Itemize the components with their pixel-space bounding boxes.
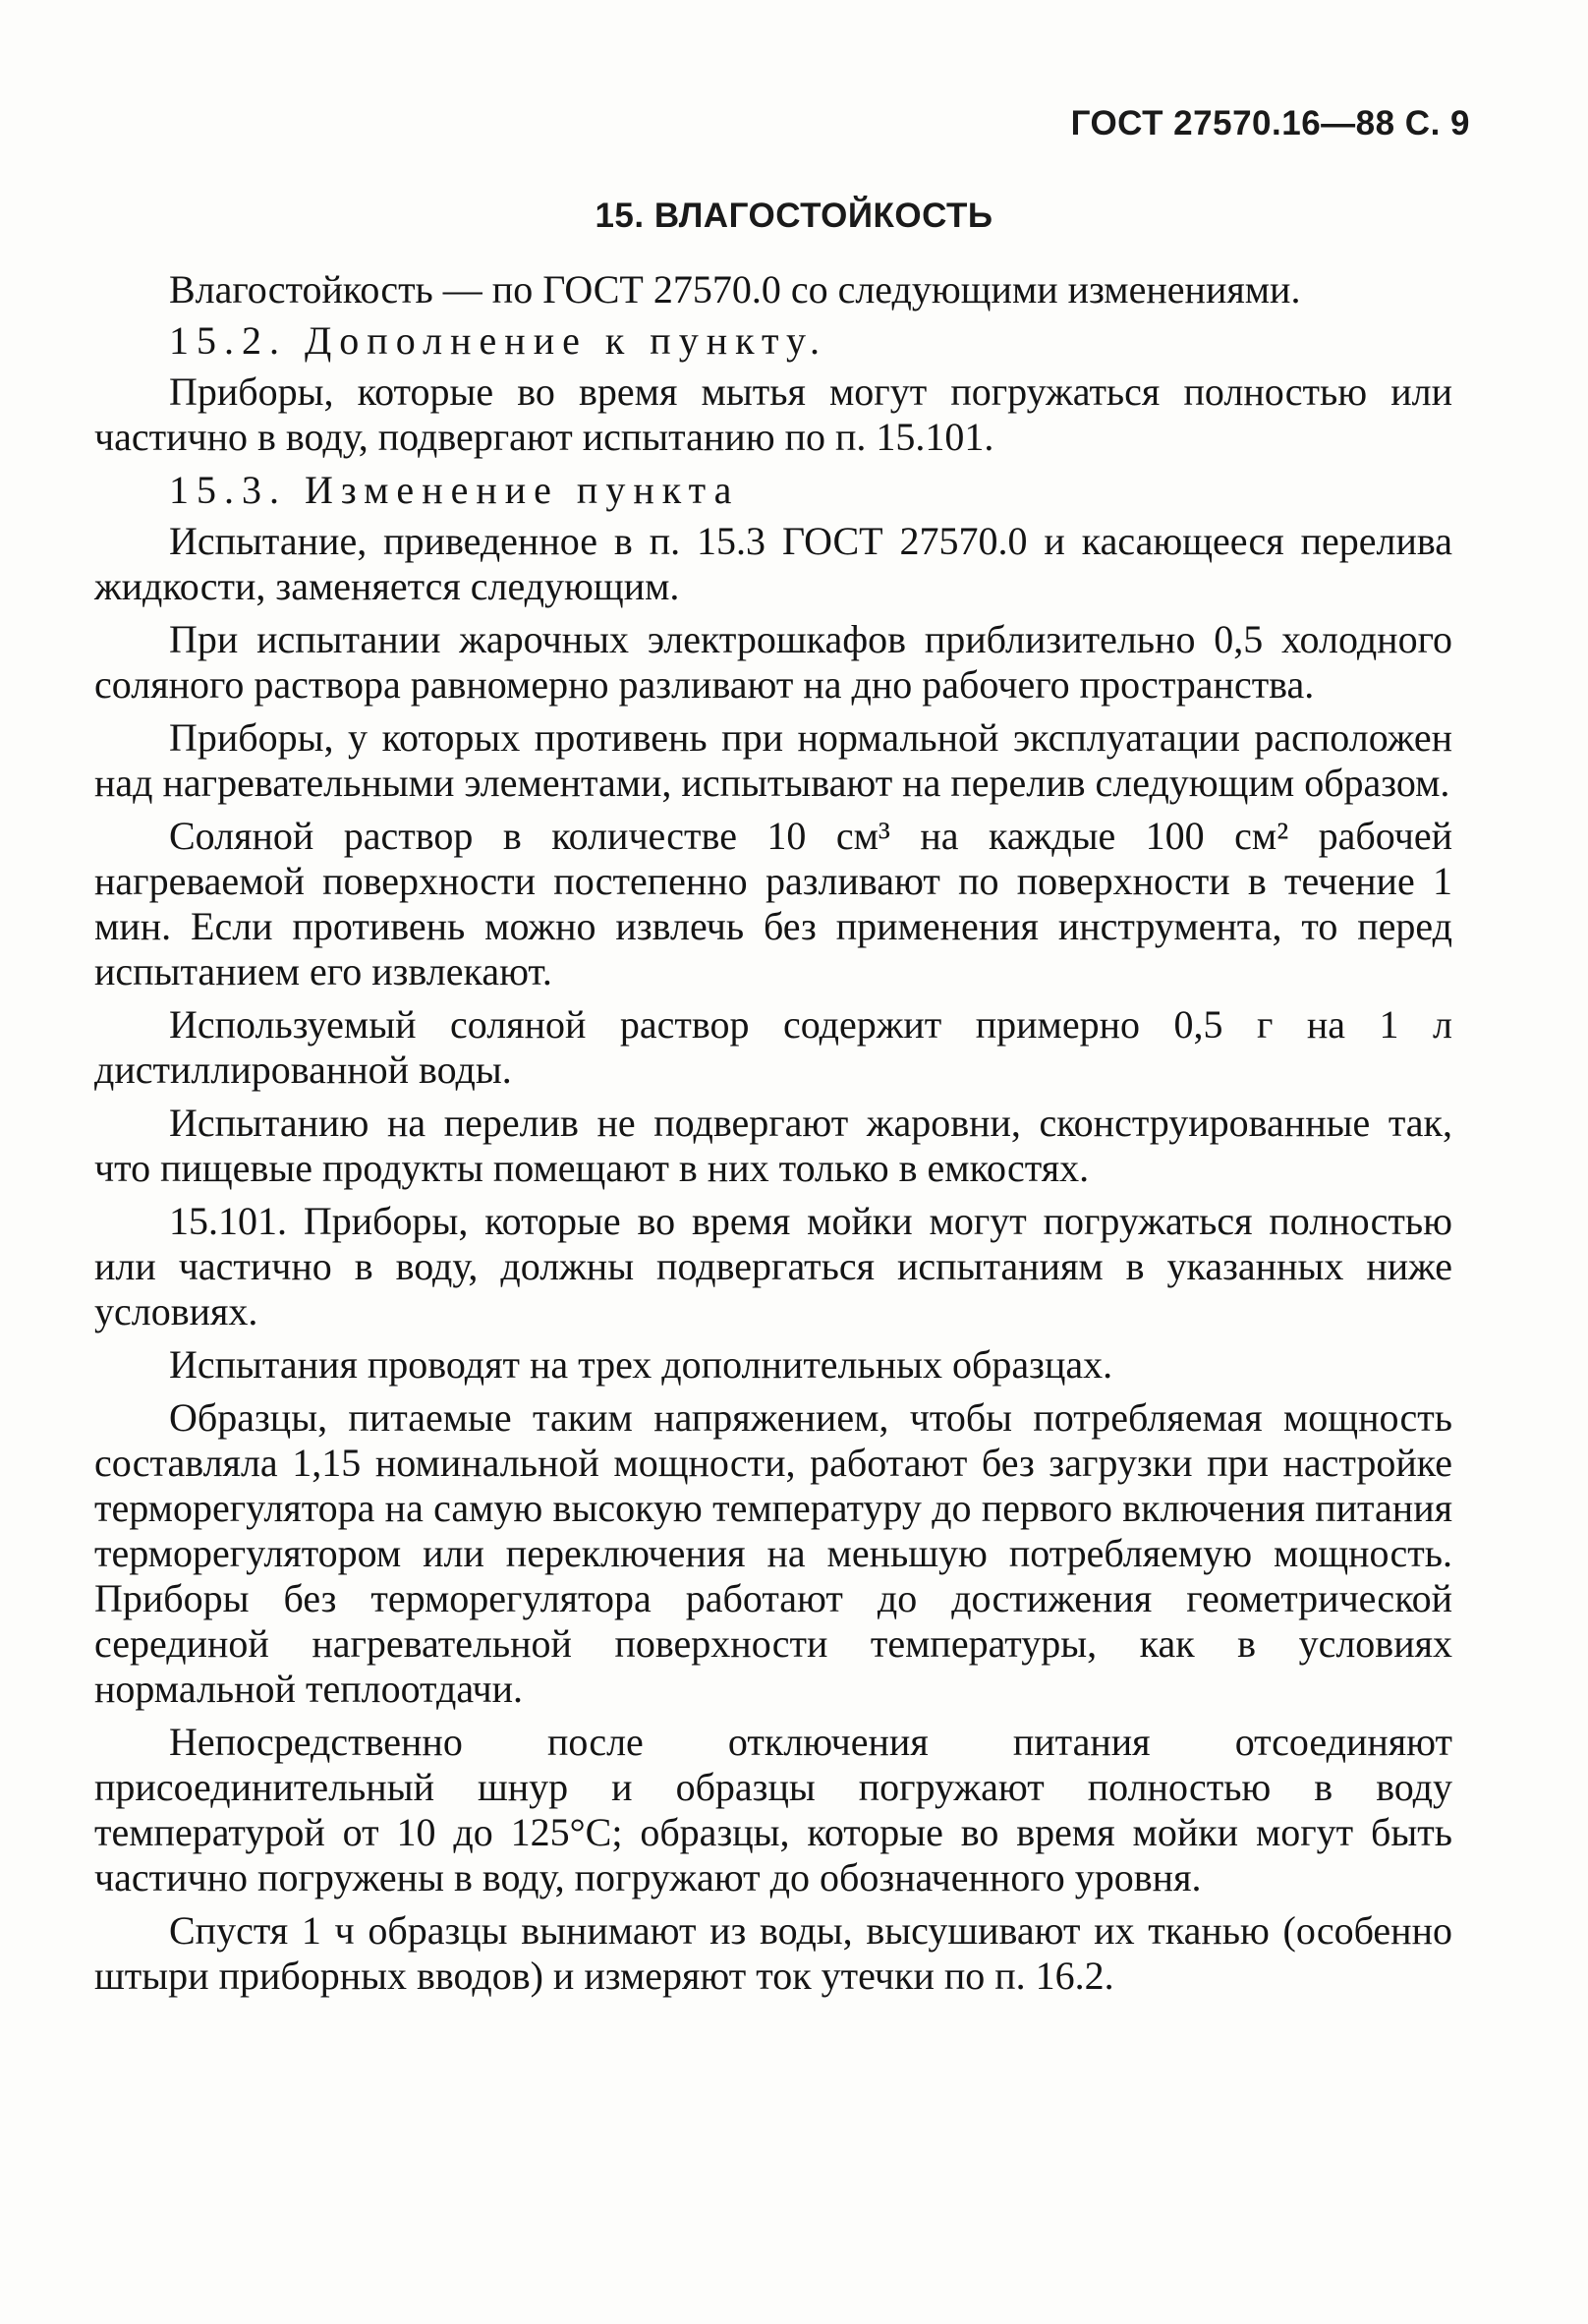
document-body — [94, 267, 1452, 2007]
paragraph: Приборы, которые во время мытья могут погружаться полностью или частично в воду, подвергают испытанию по п. 15.101. — [94, 369, 1452, 459]
paragraph: Испытания проводят на трех дополнительных образцах. — [169, 1342, 1113, 1387]
paragraph: Непосредственно после отключения питания отсоединяют присоединительный шнур и образцы погружают полностью в воду температурой от 10 до 125°С; образцы, которые во время мойки могут быть частично погружены в воду, погружают до обозначенного уровня. — [94, 1720, 1452, 1899]
paragraph: Приборы, у которых противень при нормальной эксплуатации расположен над нагревательными элементами, испытывают на перелив следующим образом. — [94, 715, 1452, 805]
paragraph: Влагостойкость — по ГОСТ 27570.0 со следующими изменениями. — [169, 267, 1301, 312]
paragraph: Соляной раствор в количестве 10 см³ на каждые 100 см² рабочей нагреваемой поверхности постепенно разливают по поверхности в течение 1 мин. Если противень можно извлечь без применения инструмента, то перед испытанием его извлекают. — [94, 814, 1452, 993]
subclause-heading: 15.3. Изменение пункта — [169, 468, 740, 512]
paragraph: При испытании жарочных электрошкафов приблизительно 0,5 холодного соляного раствора равномерно разливают на дно рабочего пространства. — [94, 617, 1452, 707]
running-header: ГОСТ 27570.16—88 С. 9 — [1070, 104, 1470, 142]
paragraph: Испытание, приведенное в п. 15.3 ГОСТ 27570.0 и касающееся перелива жидкости, заменяется следующим. — [94, 519, 1452, 608]
section-title: 15. ВЛАГОСТОЙКОСТЬ — [595, 197, 993, 235]
paragraph: Образцы, питаемые таким напряжением, чтобы потребляемая мощность составляла 1,15 номинальной мощности, работают без загрузки при настройке терморегулятора на самую высокую температуру до первого включения питания терморегулятором или переключения на меньшую потребляемую мощность. Приборы без терморегулятора работают до достижения геометрической серединой нагревательной поверхности температуры, как в условиях нормальной теплоотдачи. — [94, 1395, 1452, 1711]
paragraph: Испытанию на перелив не подвергают жаровни, сконструированные так, что пищевые продукты помещают в них только в емкостях. — [94, 1101, 1452, 1190]
paragraph: Спустя 1 ч образцы вынимают из воды, высушивают их тканью (особенно штыри приборных вводов) и измеряют ток утечки по п. 16.2. — [94, 1908, 1452, 1998]
paragraph: 15.101. Приборы, которые во время мойки могут погружаться полностью или частично в воду, должны подвергаться испытаниям в указанных ниже условиях. — [94, 1199, 1452, 1333]
paragraph: Используемый соляной раствор содержит примерно 0,5 г на 1 л дистиллированной воды. — [94, 1002, 1452, 1092]
subclause-heading: 15.2. Дополнение к пункту. — [169, 318, 827, 363]
